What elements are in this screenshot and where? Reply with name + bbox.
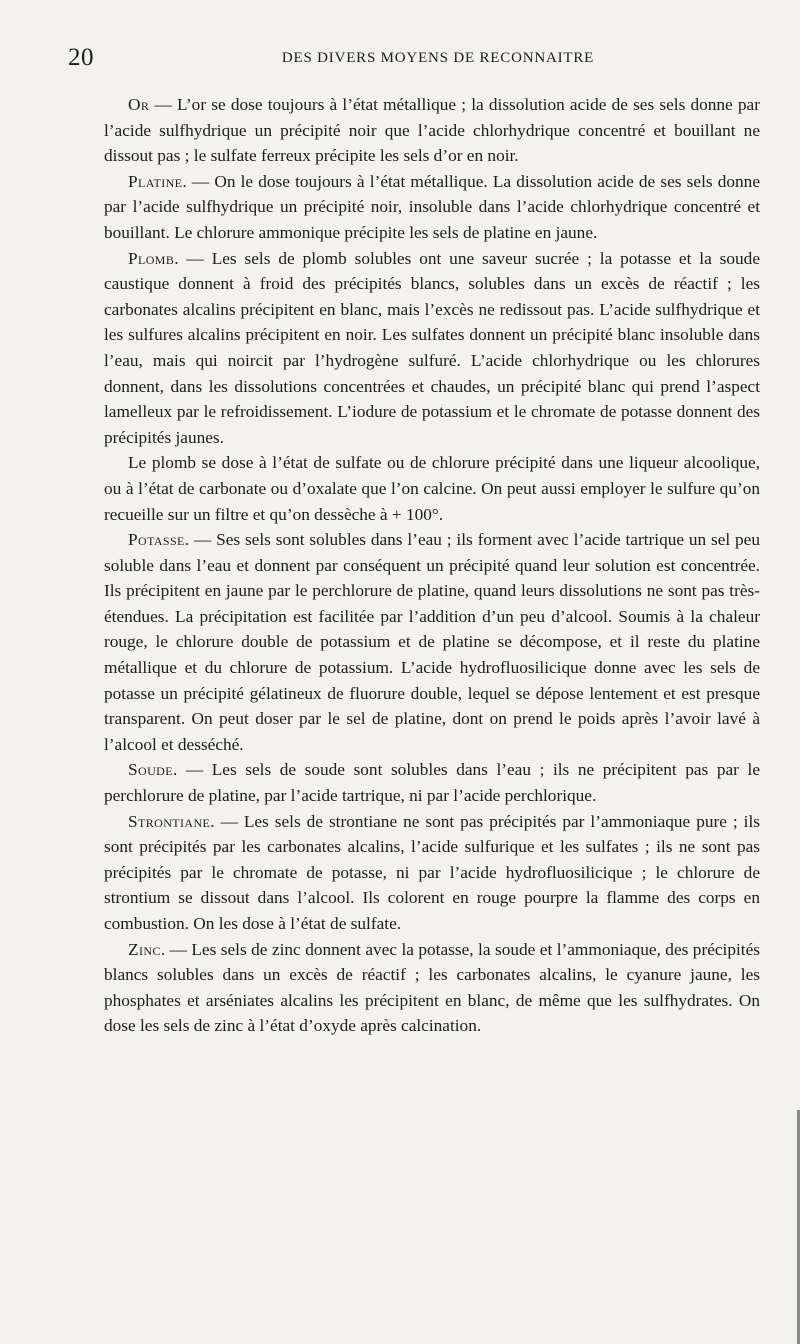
paragraph-text: . — On le dose toujours à l’état métallique. La dissolution acide de ses sels donne par l’acide sulfhydrique un précipité noir, insoluble dans l’acide chlorhydrique concentré et bouillant. Le chlorure ammonique précipite les sels de platine en jaune. [104,171,760,242]
paragraph-zinc [104,937,760,1039]
paragraph-potasse [104,527,760,757]
paragraph-platine [104,169,760,246]
section-heading: Strontiane [128,811,211,831]
paragraph-text: — L’or se dose toujours à l’état métallique ; la dissolution acide de ses sels donne par l’acide sulfhydrique un précipité noir que l’acide chlorhydrique concentré et bouillant ne dissout pas ; le sulfate ferreux précipite les sels d’or en noir. [104,95,760,166]
paragraph-text: . — Ses sels sont solubles dans l’eau ; ils forment avec l’acide tartrique un sel peu soluble dans l’eau et donnent par conséquent un précipité quand leur solution est concentrée. Ils précipitent en jaune par le perchlorure de platine, quand leurs dissolutions ne sont pas très-étendues. La précipitation est facilitée par l’addition d’un peu d’alcool. Soumis à la chaleur rouge, le chlorure double de potassium et de platine se décompose, et il reste du platine métallique et du chlorure de potassium. L’acide hydrofluosilicique donne avec les sels de potasse un précipité gélatineux de fluorure double, lequel se dépose lentement et est presque transparent. On peut doser par le sel de platine, dont on prend le poids après l’avoir lavé à l’alcool et desséché. [104,530,760,754]
page-header [68,44,768,74]
paragraph-text: . — Les sels de strontiane ne sont pas précipités par l’ammoniaque pure ; ils sont précipités par les carbonates alcalins, l’acide sulfurique et les sulfates ; ils ne sont pas précipités par le chromate de potasse, ni par l’acide hydrofluosilicique ; le chlorure de strontium se dissout dans l’alcool. Ils colorent en rouge pourpre la flamme des corps en combustion. On les dose à l’état de sulfate. [104,811,760,933]
section-heading: Soude [128,760,173,780]
section-heading: Potasse [128,530,185,550]
running-title: DES DIVERS MOYENS DE RECONNAITRE [281,50,595,66]
paragraph-or [104,92,760,169]
paragraph-plomb [104,246,760,451]
paragraph-text: . — Les sels de zinc donnent avec la potasse, la soude et l’ammoniaque, des précipités blancs solubles dans un excès de réactif ; les carbonates alcalins, le cyanure jaune, les phosphates et arséniates alcalins les précipitent en blanc, de même que les sulfhydrates. On dose les sels de zinc à l’état d’oxyde après calcination. [104,939,760,1036]
section-heading: Zinc [128,939,161,959]
page-body [104,92,760,1039]
paragraph-text: . — Les sels de plomb solubles ont une saveur sucrée ; la potasse et la soude caustique donnent à froid des précipités blancs, solubles dans un excès de réactif ; les carbonates alcalins précipitent en blanc, mais l’excès ne redissout pas. L’acide sulfhydrique et les sulfures alcalins précipitent en noir. Les sulfates donnent un précipité blanc insoluble dans l’eau, mais qui noircit par l’hydrogène sulfuré. L’acide chlorhydrique ou les chlorures donnent, dans les dissolutions concentrées et chaudes, un précipité blanc qui prend l’aspect lamelleux par le refroidissement. L’iodure de potassium et le chromate de potasse donnent des précipités jaunes. [104,248,760,447]
paragraph-text: . — Les sels de soude sont solubles dans l’eau ; ils ne précipitent pas par le perchlorure de platine, par l’acide tartrique, ni par l’acide perchlorique. [104,760,760,806]
paragraph-soude [104,757,760,808]
paragraph-strontiane [104,809,760,937]
paragraph-text: Le plomb se dose à l’état de sulfate ou de chlorure précipité dans une liqueur alcoolique, ou à l’état de carbonate ou d’oxalate que l’on calcine. On peut aussi employer le sulfure qu’on recueille sur un filtre et qu’on dessèche à + 100°. [104,453,760,524]
paragraph-plomb-dosage [104,450,760,527]
section-heading: Or [128,95,150,114]
page-number: 20 [68,44,94,71]
section-heading: Platine [128,171,183,191]
section-heading: Plomb [128,248,175,268]
